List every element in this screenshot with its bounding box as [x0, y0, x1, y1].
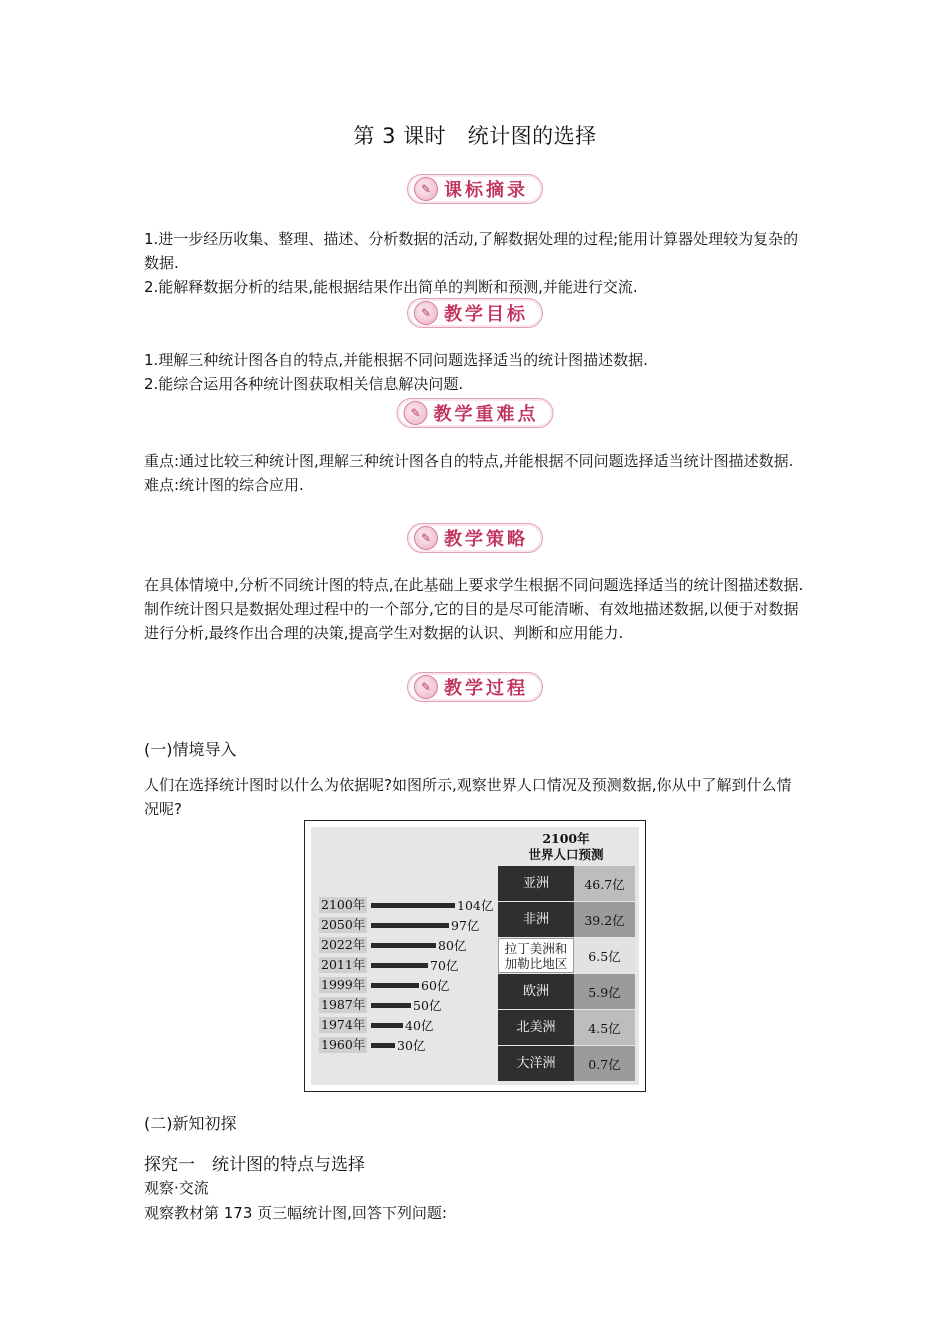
- bar-row: [319, 975, 505, 995]
- book-icon: ✎: [404, 401, 428, 425]
- population-bar: [371, 983, 419, 988]
- region-cell: 欧洲: [498, 974, 574, 1009]
- section-heading: (二)新知初探: [144, 1114, 237, 1133]
- population-figure: [304, 820, 646, 1092]
- table-row: [498, 866, 635, 901]
- badge-label: 教学过程: [444, 678, 528, 699]
- badge-objectives: [407, 298, 543, 328]
- badge-label: 教学目标: [444, 304, 528, 325]
- population-bar-chart: [319, 895, 505, 1055]
- year-label: 1987年: [321, 997, 366, 1012]
- value-label: 80亿: [438, 938, 467, 953]
- year-label: 2011年: [321, 957, 366, 972]
- standards-section: [144, 227, 806, 299]
- region-cell: 北美洲: [498, 1010, 574, 1045]
- table-title-line1: 2100年: [542, 831, 590, 846]
- keypoint-item: 重点:通过比较三种统计图,理解三种统计图各自的特点,并能根据不同问题选择适当统计图描述数据.: [144, 452, 794, 470]
- badge-label: 教学重难点: [433, 404, 539, 425]
- bar-row: [319, 915, 505, 935]
- objective-item: 2.能综合运用各种统计图获取相关信息解决问题.: [144, 375, 464, 393]
- year-label: 1960年: [321, 1037, 366, 1052]
- bar-row: [319, 995, 505, 1015]
- value-cell: 6.5亿: [574, 938, 635, 973]
- value-cell: 39.2亿: [574, 902, 635, 937]
- region-cell: 非洲: [498, 902, 574, 937]
- bar-row: [319, 1015, 505, 1035]
- value-cell: 5.9亿: [574, 974, 635, 1009]
- value-label: 60亿: [421, 978, 450, 993]
- year-label: 1974年: [321, 1017, 366, 1032]
- badge-standards: [407, 174, 543, 204]
- book-icon: ✎: [414, 675, 438, 699]
- keypoints-section: [144, 449, 806, 497]
- table-row: [498, 1010, 635, 1045]
- badge-process: [407, 672, 543, 702]
- book-icon: ✎: [414, 301, 438, 325]
- bar-row: [319, 895, 505, 915]
- observe-text: 观察教材第 173 页三幅统计图,回答下列问题:: [144, 1204, 447, 1222]
- value-label: 97亿: [451, 918, 480, 933]
- strategy-text: 在具体情境中,分析不同统计图的特点,在此基础上要求学生根据不同问题选择适当的统计图描述数据.制作统计图只是数据处理过程中的一个部分,它的目的是尽可能清晰、有效地描述数据,以便于对数据进行分析,最终作出合理的决策,提高学生对数据的认识、判断和应用能力.: [144, 576, 804, 642]
- intro-section: [144, 773, 806, 821]
- strategy-section: [144, 573, 806, 645]
- region-cell: 大洋洲: [498, 1046, 574, 1081]
- value-cell: 0.7亿: [574, 1046, 635, 1081]
- page-title: 第 3 课时 统计图的选择: [353, 124, 597, 148]
- bar-row: [319, 935, 505, 955]
- table-row: [498, 974, 635, 1009]
- population-bar: [371, 903, 455, 908]
- table-row: [498, 938, 635, 973]
- value-label: 50亿: [413, 998, 442, 1013]
- standard-item: 2.能解释数据分析的结果,能根据结果作出简单的判断和预测,并能进行交流.: [144, 278, 638, 296]
- objectives-section: [144, 348, 806, 396]
- value-cell: 46.7亿: [574, 866, 635, 901]
- objective-item: 1.理解三种统计图各自的特点,并能根据不同问题选择适当的统计图描述数据.: [144, 351, 648, 369]
- badge-strategy: [407, 523, 543, 553]
- badge-label: 教学策略: [444, 529, 528, 550]
- value-label: 70亿: [430, 958, 459, 973]
- section-heading: (一)情境导入: [144, 740, 237, 759]
- explore-title: 探究一 统计图的特点与选择: [144, 1155, 365, 1175]
- region-cell: 亚洲: [498, 866, 574, 901]
- table-row: [498, 1046, 635, 1081]
- prediction-table: [498, 866, 635, 1082]
- population-bar: [371, 1043, 395, 1048]
- badge-keypoints: [397, 398, 554, 428]
- year-label: 2050年: [321, 917, 366, 932]
- value-label: 30亿: [397, 1038, 426, 1053]
- badge-label: 课标摘录: [444, 180, 528, 201]
- table-title: [501, 831, 631, 863]
- value-label: 104亿: [457, 898, 494, 913]
- value-label: 40亿: [405, 1018, 434, 1033]
- bar-row: [319, 1035, 505, 1055]
- year-label: 1999年: [321, 977, 366, 992]
- standard-item: 1.进一步经历收集、整理、描述、分析数据的活动,了解数据处理的过程;能用计算器处理较为复杂的数据.: [144, 230, 799, 272]
- intro-text: 人们在选择统计图时以什么为依据呢?如图所示,观察世界人口情况及预测数据,你从中了解到什么情况呢?: [144, 776, 792, 818]
- population-bar: [371, 1023, 403, 1028]
- population-bar: [371, 963, 428, 968]
- observe-label: 观察·交流: [144, 1179, 209, 1197]
- figure-background: [311, 827, 639, 1085]
- table-row: [498, 902, 635, 937]
- year-label: 2100年: [321, 897, 366, 912]
- region-cell: 拉丁美洲和加勒比地区: [498, 938, 574, 973]
- population-bar: [371, 923, 449, 928]
- population-bar: [371, 943, 436, 948]
- population-bar: [371, 1003, 411, 1008]
- value-cell: 4.5亿: [574, 1010, 635, 1045]
- book-icon: ✎: [414, 526, 438, 550]
- year-label: 2022年: [321, 937, 366, 952]
- table-title-line2: 世界人口预测: [528, 847, 604, 862]
- book-icon: ✎: [414, 177, 438, 201]
- keypoint-item: 难点:统计图的综合应用.: [144, 476, 304, 494]
- bar-row: [319, 955, 505, 975]
